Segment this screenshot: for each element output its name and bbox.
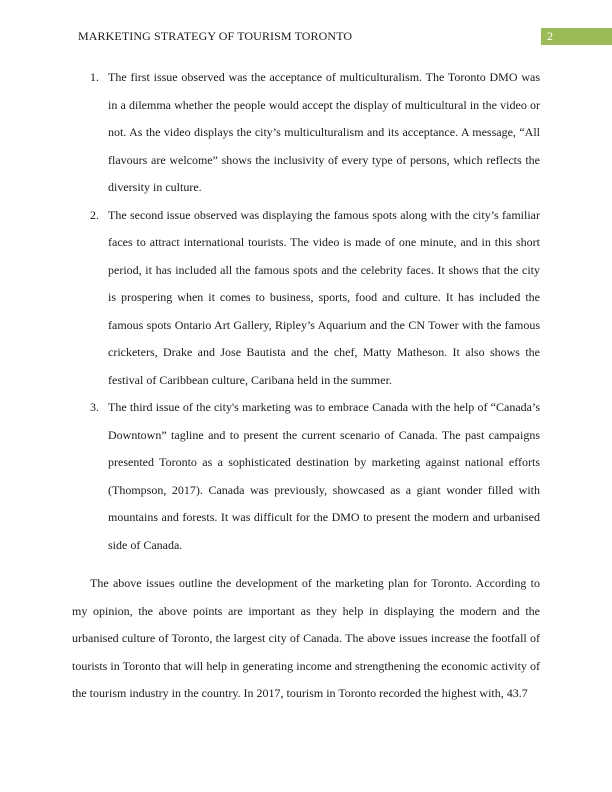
body-paragraph: The above issues outline the development of the marketing plan for Toronto. According to my opinion, the above points are important as they help in displaying the modern and the urbanised culture of Toronto, the largest city of Canada. The above issues increase the footfall of tourists in Toronto that will help in generating income and strengthening the economic activity of the tourism industry in the country. In 2017, tourism in Toronto recorded the highest with, 43.7 (72, 576, 540, 700)
header-title: MARKETING STRATEGY OF TOURISM TORONTO (78, 29, 353, 43)
issues-list (72, 64, 540, 559)
list-item-number: 2. (90, 207, 99, 222)
list-item-text: The first issue observed was the acceptance of multiculturalism. The Toronto DMO was in a dilemma whether the people would accept the display of multicultural in the video or not. As the video displays the city’s multiculturalism and its acceptance. A message, “All flavours are welcome” shows the inclusivity of every type of persons, which reflects the diversity in culture. (108, 70, 540, 194)
page-number-badge: 2 (541, 28, 612, 45)
list-item (72, 202, 540, 395)
list-item-number: 1. (90, 70, 99, 84)
list-item-text: The third issue of the city's marketing was to embrace Canada with the help of “Canada’s Downtown” tagline and to present the current scenario of Canada. The past campaigns presented Toronto as a sophisticated destination by marketing against national efforts (Thompson, 2017). Canada was previously, showcased as a giant wonder filled with mountains and forests. It was difficult for the DMO to present the modern and urbanised side of Canada. (108, 400, 540, 552)
running-header (78, 28, 612, 46)
list-item (72, 394, 540, 559)
list-item-text: The second issue observed was displaying the famous spots along with the city’s familiar faces to attract international tourists. The video is made of one minute, and in this short period, it has included all the famous spots and the celebrity faces. It shows that the city is prospering when it comes to business, sports, food and culture. It has included the famous spots Ontario Art Gallery, Ripley’s Aquarium and the CN Tower with the famous cricketers, Drake and Jose Bautista and the chef, Matty Matheson. It also shows the festival of Caribbean culture, Caribana held in the summer. (108, 207, 540, 387)
list-item-number: 3. (90, 400, 99, 414)
list-item (72, 64, 540, 202)
